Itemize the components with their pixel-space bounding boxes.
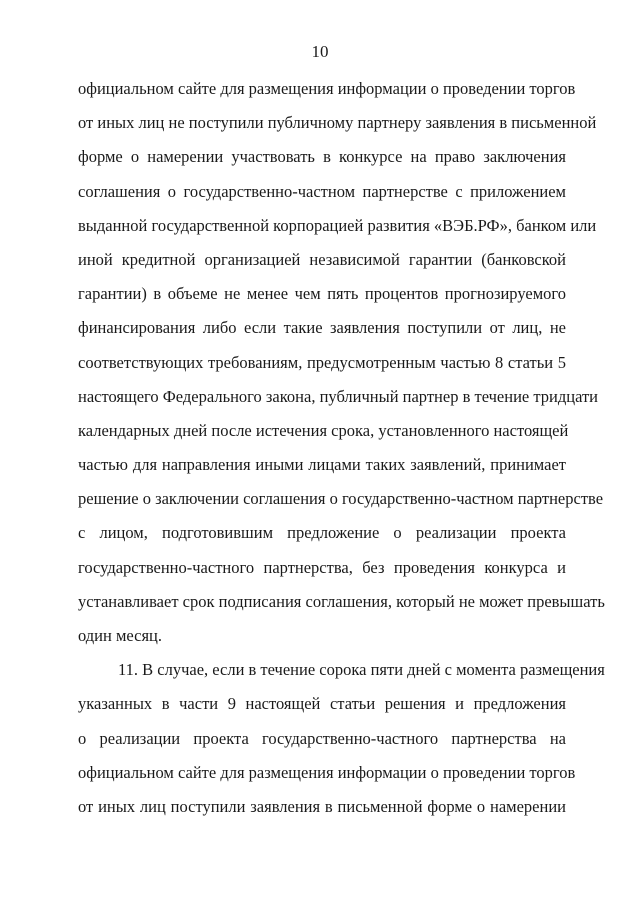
text-line: иной кредитной организацией независимой гарантии (банковской (78, 249, 566, 269)
text-line: частью для направления иными лицами таких заявлений, принимает (78, 455, 566, 475)
text-line: указанных в части 9 настоящей статьи решения и предложения (78, 694, 566, 714)
body-text (78, 72, 605, 824)
text-line: один месяц. (78, 626, 162, 645)
text-line: государственно-частного партнерства, без проведения конкурса и (78, 557, 566, 577)
text-line: финансирования либо если такие заявления поступили от лиц, не (78, 318, 566, 338)
text-line: соответствующих требованиям, предусмотренным частью 8 статьи 5 (78, 352, 566, 372)
text-line: с лицом, подготовившим предложение о реализации проекта (78, 523, 566, 543)
text-line: официальном сайте для размещения информации о проведении торгов (78, 79, 576, 98)
text-line: решение о заключении соглашения о государственно-частном партнерстве (78, 489, 604, 509)
text-line: устанавливает срок подписания соглашения, который не может превышать (78, 591, 605, 611)
text-line: форме о намерении участвовать в конкурсе на право заключения (78, 147, 566, 167)
text-line: о реализации проекта государственно-частного партнерства на (78, 728, 566, 748)
text-line: выданной государственной корпорацией развития «ВЭБ.РФ», банком или (78, 215, 597, 235)
text-line: соглашения о государственно-частном партнерстве с приложением (78, 181, 566, 201)
text-line: настоящего Федерального закона, публичный партнер в течение тридцати (78, 386, 599, 406)
paragraph-start-line: 11. В случае, если в течение сорока пяти дней с момента размещения (118, 660, 605, 680)
text-line: календарных дней после истечения срока, установленного настоящей (78, 420, 569, 440)
text-line: гарантии) в объеме не менее чем пять процентов прогнозируемого (78, 284, 566, 304)
page-number: 10 (311, 42, 329, 61)
text-line: от иных лиц поступили заявления в письменной форме о намерении (78, 796, 566, 816)
text-line: официальном сайте для размещения информации о проведении торгов (78, 762, 576, 782)
text-line: от иных лиц не поступили публичному партнеру заявления в письменной (78, 113, 597, 133)
